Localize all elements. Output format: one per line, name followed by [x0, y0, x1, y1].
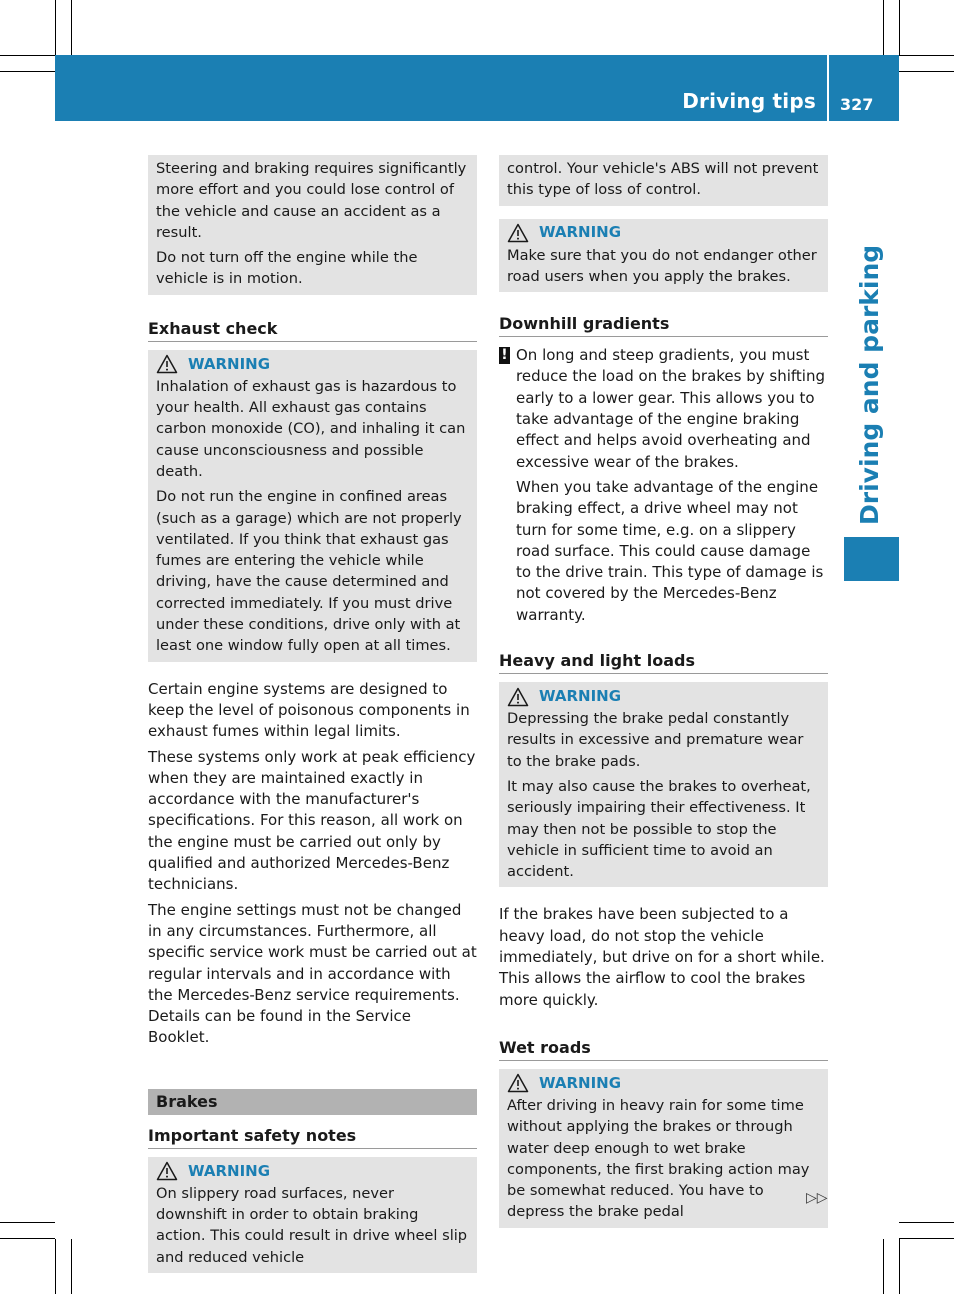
page-title: Driving tips — [682, 89, 816, 113]
warning-paragraph: Make sure that you do not endanger other road users when you apply the brakes. — [507, 246, 817, 285]
warning-label: WARNING — [539, 1073, 622, 1092]
warning-triangle-icon — [156, 354, 178, 374]
warning-box-loads — [499, 682, 828, 887]
warning-paragraph: After driving in heavy rain for some time without applying the brakes or through water deep enough to wet brake components, the first braking action may be somewhat reduced. You have to depress the brake pedal — [507, 1096, 810, 1221]
crop-mark — [883, 0, 884, 55]
warning-label: WARNING — [188, 354, 271, 373]
section-title-loads: Heavy and light loads — [499, 650, 828, 674]
note-paragraph: When you take advantage of the engine braking effect, a drive wheel may not turn for some time, e.g. on a slippery road surface. This could cause damage to the drive train. This type of damage is not covered by the Mercedes-Benz warranty. — [516, 477, 824, 624]
continued-box — [499, 155, 828, 206]
note-downhill — [499, 345, 828, 630]
crop-mark — [899, 55, 954, 56]
chapter-label: Driving and parking — [855, 244, 884, 525]
crop-mark — [71, 1239, 72, 1294]
box-paragraph: control. Your vehicle's ABS will not prevent this type of loss of control. — [507, 160, 819, 199]
crop-mark — [0, 1238, 55, 1239]
warning-paragraph: Depressing the brake pedal constantly results in excessive and premature wear to the brake pads. — [507, 710, 804, 770]
warning-triangle-icon — [507, 687, 529, 707]
crop-mark — [0, 55, 55, 56]
body-paragraph: The engine settings must not be changed in any circumstances. Furthermore, all specific service work must be carried out at regular intervals and in accordance with the Mercedes-Benz service requirements. Details can be found in the Service Booklet. — [148, 900, 477, 1047]
crop-mark — [883, 1239, 884, 1294]
crop-mark — [899, 1239, 900, 1294]
continue-marker: ▷▷ — [806, 1190, 828, 1206]
warning-paragraph: Inhalation of exhaust gas is hazardous to your health. All exhaust gas contains carbon monoxide (CO), and inhaling it can cause unconsciousness and possible death. — [156, 377, 466, 480]
page-number: 327 — [840, 95, 874, 114]
chapter-tab — [844, 537, 899, 581]
body-paragraph: If the brakes have been subjected to a heavy load, do not stop the vehicle immediately, but drive on for a short while. This allows the airflow to cool the brakes more quickly. — [499, 905, 825, 1009]
box-paragraph: Steering and braking requires significantly more effort and you could lose control of the vehicle and cause an accident as a result. — [156, 160, 467, 241]
right-column — [499, 155, 828, 1228]
warning-box-brakes — [499, 219, 828, 293]
warning-label: WARNING — [188, 1161, 271, 1180]
crop-mark — [899, 1238, 954, 1239]
warning-paragraph: On slippery road surfaces, never downshift in order to obtain braking action. This could result in drive wheel slip and reduced vehicle — [156, 1184, 468, 1266]
warning-paragraph: Do not run the engine in confined areas (such as a garage) which are not properly ventilated. If you think that exhaust gas fumes are entering the vehicle while driving, have the cause determined and corrected immediately. If you must drive under these conditions, drive only with at least one window fully open at all times. — [156, 488, 462, 655]
crop-mark — [899, 1222, 954, 1223]
warning-box-exhaust — [148, 350, 477, 662]
section-bar-brakes: Brakes — [148, 1089, 477, 1115]
section-title-safety: Important safety notes — [148, 1125, 477, 1149]
warning-triangle-icon — [156, 1161, 178, 1181]
body-paragraph: These systems only work at peak efficiency when they are maintained exactly in accordance with the manufacturer's specifications. For this reason, all work on the engine must be carried out only by qualified and authorized Mercedes-Benz technicians. — [148, 747, 476, 894]
note-paragraph: On long and steep gradients, you must reduce the load on the brakes by shifting early to a lower gear. This allows you to take advantage of the engine braking effect and helps avoid overheating and excessive wear of the brakes. — [516, 346, 825, 471]
section-title-wet: Wet roads — [499, 1037, 828, 1061]
crop-mark — [899, 0, 900, 55]
crop-mark — [55, 0, 56, 55]
crop-mark — [0, 1222, 55, 1223]
section-title-downhill: Downhill gradients — [499, 313, 828, 337]
warning-triangle-icon — [507, 1073, 529, 1093]
crop-mark — [899, 71, 954, 72]
crop-mark — [71, 0, 72, 55]
section-title-exhaust: Exhaust check — [148, 318, 477, 342]
warning-label: WARNING — [539, 223, 622, 242]
body-paragraph: Certain engine systems are designed to keep the level of poisonous components in exhaust fumes within legal limits. — [148, 679, 470, 741]
left-column — [148, 155, 477, 1273]
warning-box-safety — [148, 1157, 477, 1273]
warning-label: WARNING — [539, 686, 622, 705]
crop-mark — [0, 71, 55, 72]
box-paragraph: Do not turn off the engine while the vehicle is in motion. — [156, 249, 418, 288]
header-divider — [827, 55, 829, 121]
crop-mark — [55, 1239, 56, 1294]
warning-box-wet — [499, 1069, 828, 1228]
exclamation-icon: ! — [499, 347, 510, 364]
warning-paragraph: It may also cause the brakes to overheat, seriously impairing their effectiveness. It may then not be possible to stop the vehicle in sufficient time to avoid an accident. — [507, 777, 811, 881]
warning-triangle-icon — [507, 223, 529, 243]
continued-box — [148, 155, 477, 295]
